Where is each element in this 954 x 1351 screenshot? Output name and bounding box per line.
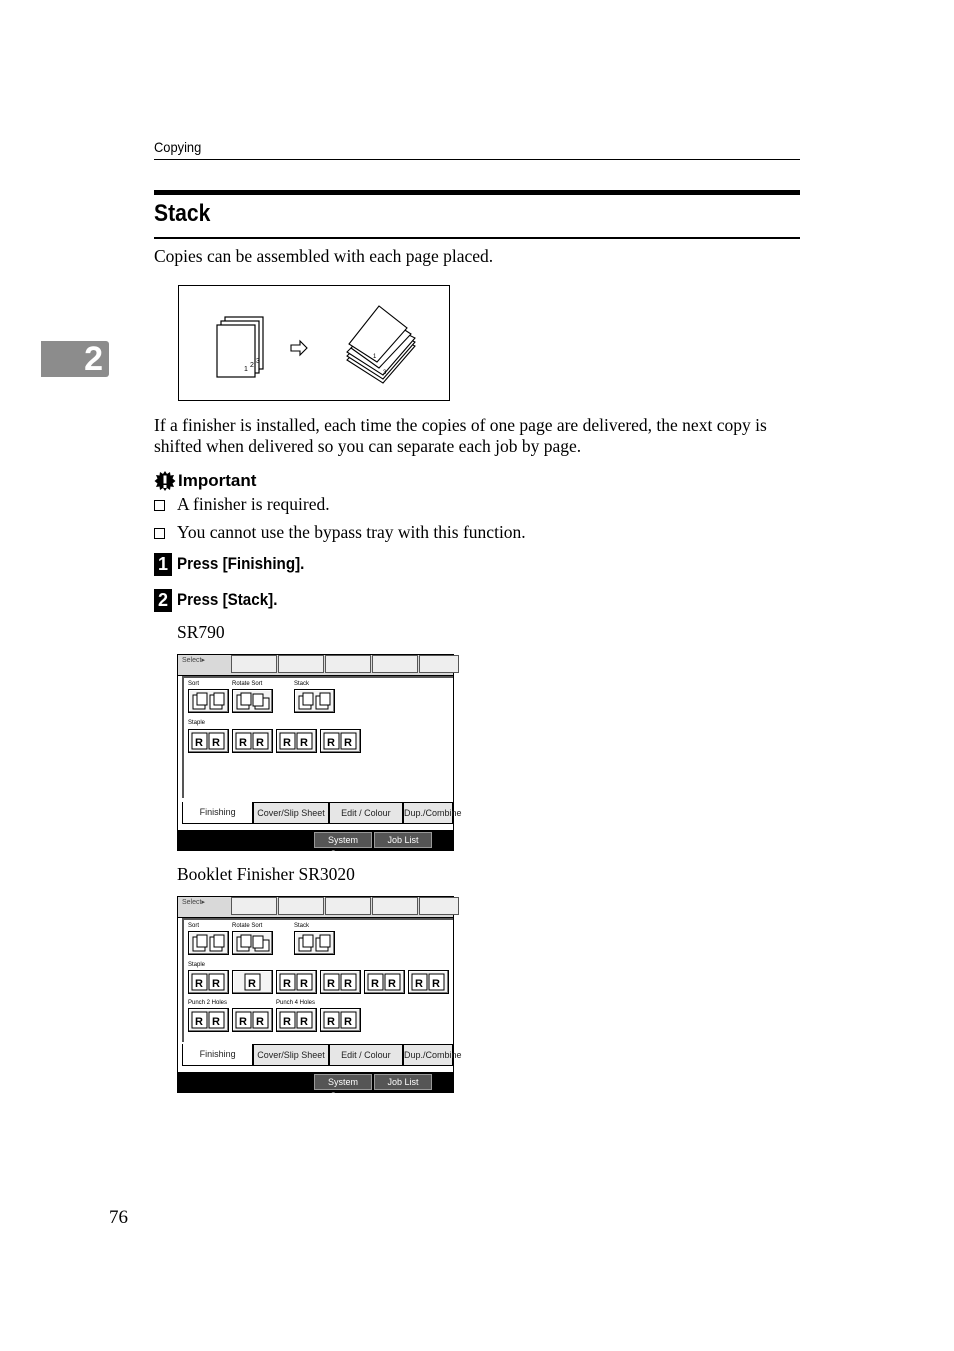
panel-header bbox=[178, 655, 453, 676]
step-2 bbox=[154, 589, 286, 612]
svg-text:R: R bbox=[327, 737, 335, 749]
system-status-button[interactable]: System Status bbox=[314, 832, 372, 848]
select-label: Select▸ bbox=[182, 899, 205, 906]
arrow-right-icon bbox=[291, 341, 307, 355]
svg-text:R: R bbox=[239, 737, 247, 749]
title-rule-top bbox=[154, 190, 800, 195]
system-status-button[interactable]: System Status bbox=[314, 1074, 372, 1090]
output-number-3: 3 bbox=[383, 370, 387, 376]
note-text: You cannot use the bypass tray with this function. bbox=[177, 522, 526, 542]
svg-text:R: R bbox=[300, 1016, 308, 1028]
checkbox-icon bbox=[154, 500, 165, 511]
step-number: 1 bbox=[154, 553, 172, 576]
stack-icon bbox=[295, 932, 334, 954]
header-segment[interactable] bbox=[372, 897, 418, 915]
staple-option-button[interactable] bbox=[320, 970, 361, 994]
punch-option-button[interactable] bbox=[320, 1008, 361, 1032]
staple-top-right-icon bbox=[233, 730, 272, 752]
intro-text: Copies can be assembled with each page placed. bbox=[154, 246, 494, 266]
staple-option-icon bbox=[189, 971, 228, 993]
sort-label: Sort bbox=[188, 681, 200, 687]
stacked-copies-icon bbox=[347, 306, 415, 383]
svg-text:R: R bbox=[415, 978, 423, 990]
staple-option-button[interactable] bbox=[188, 970, 229, 994]
rotate-sort-label: Rotate Sort bbox=[232, 923, 263, 929]
rotate-sort-button[interactable] bbox=[232, 689, 273, 713]
rotate-sort-label: Rotate Sort bbox=[232, 681, 263, 687]
running-head: Copying bbox=[154, 139, 202, 155]
page-number-1: 1 bbox=[244, 366, 248, 373]
tab-finishing[interactable]: Finishing bbox=[182, 802, 253, 824]
stack-button[interactable] bbox=[294, 931, 335, 955]
svg-text:R: R bbox=[248, 978, 256, 990]
finisher-paragraph: If a finisher is installed, each time the copies of one page are delivered, the next copy is shifted when delivered so you can separate each job by page. bbox=[154, 415, 767, 456]
page-number: 76 bbox=[109, 1207, 128, 1228]
output-number-1: 1 bbox=[373, 354, 377, 360]
staple-option-icon bbox=[233, 971, 272, 993]
svg-text:R: R bbox=[344, 978, 352, 990]
staple-option-button[interactable] bbox=[408, 970, 449, 994]
stack-illustration bbox=[178, 285, 450, 401]
header-segment[interactable] bbox=[325, 897, 371, 915]
header-segment[interactable] bbox=[231, 655, 277, 673]
checkbox-icon bbox=[154, 528, 165, 539]
punch-option-icon bbox=[189, 1009, 228, 1031]
punch-4-holes-label: Punch 4 Holes bbox=[276, 1000, 316, 1006]
staple-option-button[interactable] bbox=[188, 729, 229, 753]
panel-body bbox=[182, 918, 453, 1042]
tab-edit-colour[interactable]: Edit / Colour bbox=[329, 802, 403, 824]
svg-text:R: R bbox=[195, 1016, 203, 1028]
stack-icon bbox=[295, 690, 334, 712]
punch-option-button[interactable] bbox=[188, 1008, 229, 1032]
staple-option-icon bbox=[277, 971, 316, 993]
header-segment[interactable] bbox=[325, 655, 371, 673]
section-title: Stack bbox=[154, 200, 211, 227]
step-1 bbox=[154, 553, 315, 576]
screen-caption: Booklet Finisher SR3020 bbox=[177, 864, 355, 884]
svg-text:R: R bbox=[212, 737, 220, 749]
header-rule bbox=[154, 159, 800, 160]
svg-text:R: R bbox=[239, 1016, 247, 1028]
staple-label: Staple bbox=[188, 962, 206, 968]
step-number: 2 bbox=[154, 589, 172, 612]
stack-label: Stack bbox=[294, 681, 310, 687]
punch-option-button[interactable] bbox=[276, 1008, 317, 1032]
punch-option-button[interactable] bbox=[232, 1008, 273, 1032]
svg-text:R: R bbox=[327, 1016, 335, 1028]
title-rule-bottom bbox=[154, 237, 800, 239]
tab-dup-combine[interactable]: Dup./Combine bbox=[403, 802, 453, 824]
job-list-button[interactable]: Job List bbox=[374, 1074, 432, 1090]
tab-dup-combine[interactable]: Dup./Combine bbox=[403, 1044, 453, 1066]
panel-tabs bbox=[182, 802, 462, 824]
header-segment[interactable] bbox=[372, 655, 418, 673]
panel-tabs bbox=[182, 1044, 462, 1066]
staple-top-left-icon bbox=[189, 730, 228, 752]
staple-option-icon bbox=[365, 971, 404, 993]
staple-option-icon bbox=[409, 971, 448, 993]
header-segment[interactable] bbox=[419, 897, 459, 915]
stack-diagram bbox=[179, 286, 449, 400]
stack-button[interactable] bbox=[294, 689, 335, 713]
staple-option-button[interactable] bbox=[232, 729, 273, 753]
svg-text:R: R bbox=[388, 978, 396, 990]
step-text: Press [Stack]. bbox=[177, 591, 278, 609]
note-item bbox=[154, 494, 330, 515]
header-segment[interactable] bbox=[278, 655, 324, 673]
sort-button[interactable] bbox=[188, 689, 229, 713]
stack-label: Stack bbox=[294, 923, 310, 929]
punch-option-icon bbox=[277, 1009, 316, 1031]
sort-button[interactable] bbox=[188, 931, 229, 955]
svg-text:R: R bbox=[256, 737, 264, 749]
header-segment[interactable] bbox=[419, 655, 459, 673]
important-heading bbox=[154, 470, 256, 492]
sort-label: Sort bbox=[188, 923, 200, 929]
rotate-sort-button[interactable] bbox=[232, 931, 273, 955]
note-text: A finisher is required. bbox=[177, 494, 330, 514]
svg-text:R: R bbox=[327, 978, 335, 990]
staple-two-left-icon bbox=[277, 730, 316, 752]
panel-body bbox=[182, 676, 453, 798]
staple-option-button[interactable] bbox=[320, 729, 361, 753]
svg-text:R: R bbox=[212, 978, 220, 990]
staple-option-button[interactable] bbox=[232, 970, 273, 994]
svg-text:R: R bbox=[283, 1016, 291, 1028]
svg-text:R: R bbox=[371, 978, 379, 990]
staple-option-button[interactable] bbox=[276, 729, 317, 753]
rotate-sort-icon bbox=[233, 932, 272, 954]
header-segment[interactable] bbox=[231, 897, 277, 915]
important-label: Important bbox=[178, 471, 257, 490]
important-icon bbox=[154, 470, 176, 492]
svg-text:R: R bbox=[256, 1016, 264, 1028]
punch-2-holes-label: Punch 2 Holes bbox=[188, 1000, 228, 1006]
staple-option-icon bbox=[321, 971, 360, 993]
sort-icon bbox=[189, 690, 228, 712]
page-number-3: 3 bbox=[256, 358, 260, 365]
panel-header bbox=[178, 897, 453, 918]
original-page-1-icon bbox=[217, 325, 255, 377]
sort-icon bbox=[189, 932, 228, 954]
tab-edit-colour[interactable]: Edit / Colour bbox=[329, 1044, 403, 1066]
chapter-tab bbox=[41, 341, 109, 377]
svg-text:R: R bbox=[344, 737, 352, 749]
tab-cover-slip-sheet[interactable]: Cover/Slip Sheet bbox=[253, 802, 328, 824]
svg-text:R: R bbox=[195, 978, 203, 990]
svg-text:R: R bbox=[283, 737, 291, 749]
svg-text:R: R bbox=[432, 978, 440, 990]
rotate-sort-icon bbox=[233, 690, 272, 712]
job-list-button[interactable]: Job List bbox=[374, 832, 432, 848]
staple-option-button[interactable] bbox=[276, 970, 317, 994]
svg-text:R: R bbox=[300, 737, 308, 749]
header-segment[interactable] bbox=[278, 897, 324, 915]
svg-text:R: R bbox=[300, 978, 308, 990]
staple-option-button[interactable] bbox=[364, 970, 405, 994]
status-bar bbox=[178, 830, 453, 859]
svg-text:R: R bbox=[212, 1016, 220, 1028]
tab-finishing[interactable]: Finishing bbox=[182, 1044, 253, 1066]
staple-label: Staple bbox=[188, 720, 206, 726]
step-text: Press [Finishing]. bbox=[177, 555, 305, 573]
chapter-number: 2 bbox=[84, 340, 103, 378]
note-item bbox=[154, 522, 526, 543]
status-bar bbox=[178, 1072, 453, 1101]
tab-cover-slip-sheet[interactable]: Cover/Slip Sheet bbox=[253, 1044, 328, 1066]
svg-text:R: R bbox=[283, 978, 291, 990]
svg-text:R: R bbox=[344, 1016, 352, 1028]
punch-option-icon bbox=[321, 1009, 360, 1031]
sr790-panel bbox=[177, 654, 462, 859]
screen-caption: SR790 bbox=[177, 622, 225, 642]
sr3020-panel bbox=[177, 896, 462, 1101]
select-label: Select▸ bbox=[182, 657, 205, 664]
staple-two-top-icon bbox=[321, 730, 360, 752]
page-number-2: 2 bbox=[250, 362, 254, 369]
punch-option-icon bbox=[233, 1009, 272, 1031]
svg-text:R: R bbox=[195, 737, 203, 749]
